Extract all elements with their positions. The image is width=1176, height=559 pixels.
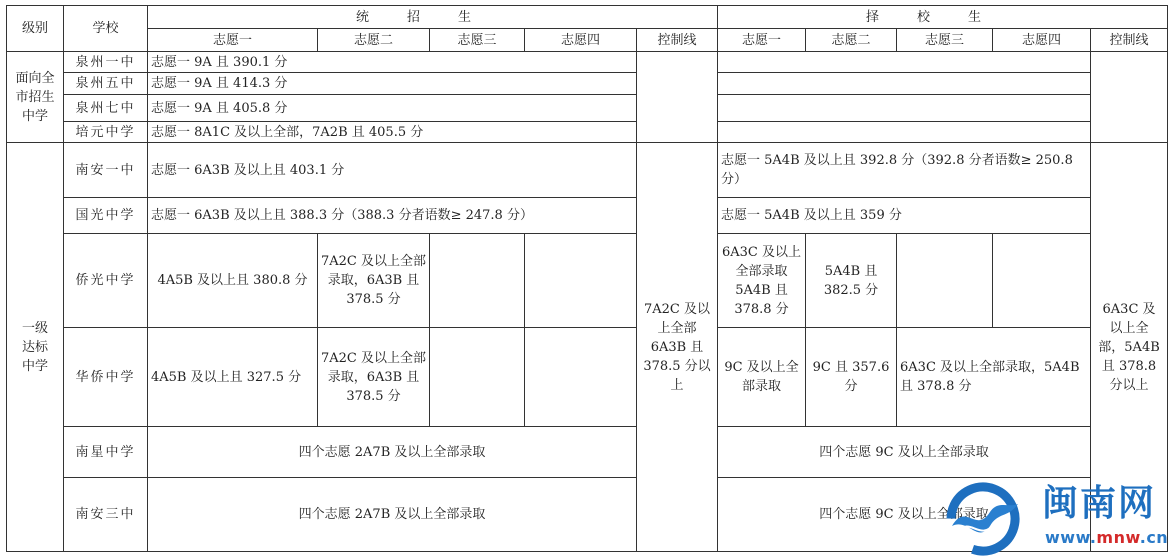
category-citywide: 面向全市招生中学: [7, 52, 64, 143]
school-name: 华侨中学: [64, 328, 148, 427]
selective-score: [718, 122, 1091, 143]
header-selective-choice-4: 志愿四: [993, 29, 1091, 52]
unified-score: 志愿一 9A 且 414.3 分: [148, 73, 637, 95]
mnw-logo-icon: [946, 482, 1020, 556]
unified-control-line-citywide: [637, 52, 718, 143]
mnw-url: www.mnw.cn: [1045, 528, 1169, 547]
header-unified-choice-2: 志愿二: [318, 29, 430, 52]
school-name: 南星中学: [64, 427, 148, 478]
header-school: 学校: [64, 6, 148, 52]
unified-choice-2: 7A2C 及以上全部录取，6A3B 且 378.5 分: [318, 234, 430, 328]
school-name: 侨光中学: [64, 234, 148, 328]
unified-control-line-level1: 7A2C 及以上全部 6A3B 且 378.5 分以上: [637, 143, 718, 552]
header-unified-choice-1: 志愿一: [148, 29, 318, 52]
header-selective-choice-3: 志愿三: [897, 29, 993, 52]
category-level1: 一级达标中学: [7, 143, 64, 552]
header-selective-group: 择校生: [718, 6, 1168, 29]
selective-score: 四个志愿 9C 及以上全部录取: [718, 427, 1091, 478]
selective-choice-1: 9C 及以上全部录取: [718, 328, 806, 427]
selective-score: 志愿一 5A4B 及以上且 392.8 分（392.8 分者语数≥ 250.8 分）: [718, 143, 1091, 198]
unified-choice-1: 4A5B 及以上且 327.5 分: [148, 328, 318, 427]
selective-choice-1: 6A3C 及以上全部录取 5A4B 且 378.8 分: [718, 234, 806, 328]
school-name: 南安一中: [64, 143, 148, 198]
unified-score: 四个志愿 2A7B 及以上全部录取: [148, 427, 637, 478]
selective-score: 志愿一 5A4B 及以上且 359 分: [718, 198, 1091, 234]
unified-score: 志愿一 9A 且 390.1 分: [148, 52, 637, 73]
selective-score: 四个志愿 9C 及以上全部录取: [718, 478, 1091, 552]
admission-scores-table: [6, 5, 1168, 552]
unified-score: 志愿一 8A1C 及以上全部，7A2B 且 405.5 分: [148, 122, 637, 143]
selective-choice-2: 9C 且 357.6 分: [806, 328, 897, 427]
selective-control-line-citywide: [1091, 52, 1168, 143]
header-unified-choice-4: 志愿四: [525, 29, 637, 52]
unified-choice-4: [525, 328, 637, 427]
mnw-brand-text: 闽南网: [1042, 483, 1157, 524]
header-selective-choice-2: 志愿二: [806, 29, 897, 52]
selective-control-line-level1: 6A3C 及以上全部，5A4B 且 378.8 分以上: [1091, 143, 1168, 552]
selective-score: [718, 73, 1091, 95]
header-unified-group: 统招生: [148, 6, 718, 29]
unified-score: 志愿一 6A3B 及以上且 388.3 分（388.3 分者语数≥ 247.8 分）: [148, 198, 637, 234]
selective-choice-2: 5A4B 且 382.5 分: [806, 234, 897, 328]
school-name: 国光中学: [64, 198, 148, 234]
selective-choice-3-4: 6A3C 及以上全部录取，5A4B 且 378.8 分: [897, 328, 1091, 427]
unified-choice-2: 7A2C 及以上全部录取，6A3B 且 378.5 分: [318, 328, 430, 427]
school-name: 泉州一中: [64, 52, 148, 73]
school-name: 南安三中: [64, 478, 148, 552]
header-category: 级别: [7, 6, 64, 52]
school-name: 泉州七中: [64, 95, 148, 122]
selective-choice-4: [993, 234, 1091, 328]
selective-score: [718, 95, 1091, 122]
unified-choice-3: [430, 234, 525, 328]
mnw-watermark: [942, 478, 1174, 558]
unified-score: 志愿一 6A3B 及以上且 403.1 分: [148, 143, 637, 198]
header-unified-choice-3: 志愿三: [430, 29, 525, 52]
header-selective-choice-1: 志愿一: [718, 29, 806, 52]
header-unified-control-line: 控制线: [637, 29, 718, 52]
header-selective-control-line: 控制线: [1091, 29, 1168, 52]
selective-choice-3: [897, 234, 993, 328]
school-name: 泉州五中: [64, 73, 148, 95]
unified-score: 四个志愿 2A7B 及以上全部录取: [148, 478, 637, 552]
unified-choice-3: [430, 328, 525, 427]
selective-score: [718, 52, 1091, 73]
unified-choice-1: 4A5B 及以上且 380.8 分: [148, 234, 318, 328]
unified-score: 志愿一 9A 且 405.8 分: [148, 95, 637, 122]
unified-choice-4: [525, 234, 637, 328]
school-name: 培元中学: [64, 122, 148, 143]
